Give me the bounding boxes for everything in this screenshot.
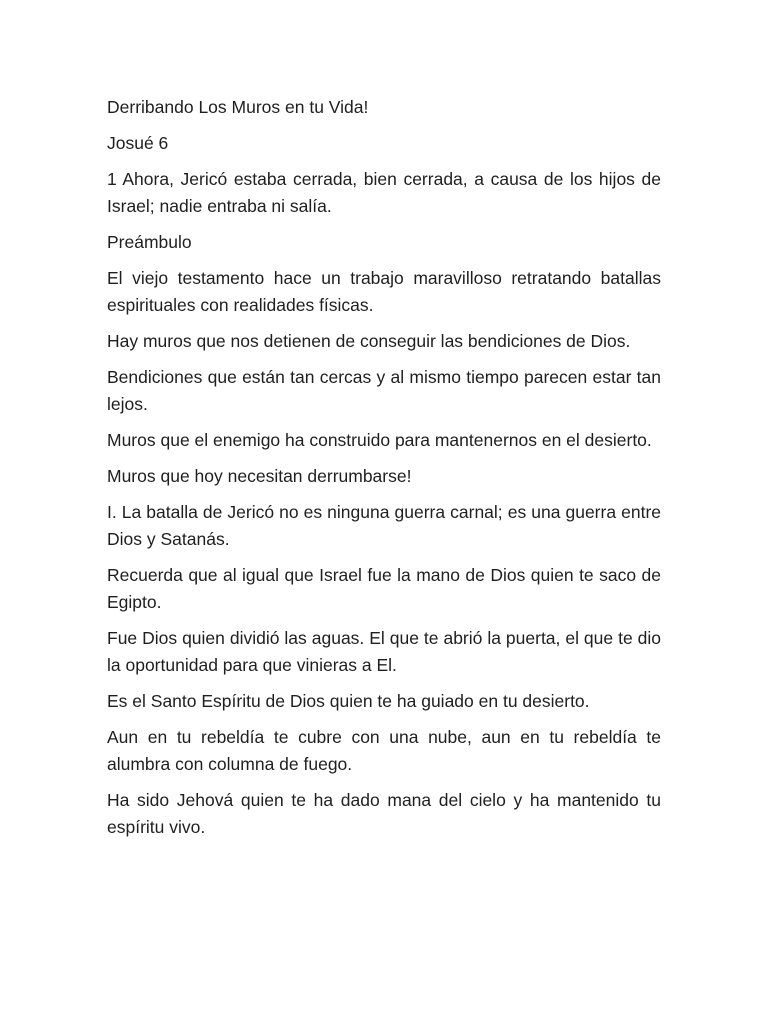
paragraph: Aun en tu rebeldía te cubre con una nube, aun en tu rebeldía te alumbra con columna de fuego. (107, 727, 661, 774)
scripture-verse: 1 Ahora, Jericó estaba cerrada, bien cerrada, a causa de los hijos de Israel; nadie entraba ni salía. (107, 169, 661, 216)
section-heading: Preámbulo (107, 232, 192, 252)
document-body (107, 94, 661, 850)
paragraph: Hay muros que nos detienen de conseguir las bendiciones de Dios. (107, 331, 631, 351)
scripture-reference: Josué 6 (107, 133, 169, 153)
paragraph: Muros que hoy necesitan derrumbarse! (107, 466, 412, 486)
paragraph: Es el Santo Espíritu de Dios quien te ha guiado en tu desierto. (107, 691, 590, 711)
paragraph: Fue Dios quien dividió las aguas. El que te abrió la puerta, el que te dio la oportunidad para que vinieras a El. (107, 628, 661, 675)
paragraph: Recuerda que al igual que Israel fue la mano de Dios quien te saco de Egipto. (107, 565, 661, 612)
paragraph: Bendiciones que están tan cercas y al mismo tiempo parecen estar tan lejos. (107, 367, 661, 414)
document-title: Derribando Los Muros en tu Vida! (107, 97, 369, 117)
paragraph: I. La batalla de Jericó no es ninguna guerra carnal; es una guerra entre Dios y Satanás. (107, 502, 661, 549)
paragraph: Muros que el enemigo ha construido para mantenernos en el desierto. (107, 430, 652, 450)
paragraph: Ha sido Jehová quien te ha dado mana del cielo y ha mantenido tu espíritu vivo. (107, 790, 661, 837)
paragraph: El viejo testamento hace un trabajo maravilloso retratando batallas espirituales con realidades físicas. (107, 268, 661, 315)
